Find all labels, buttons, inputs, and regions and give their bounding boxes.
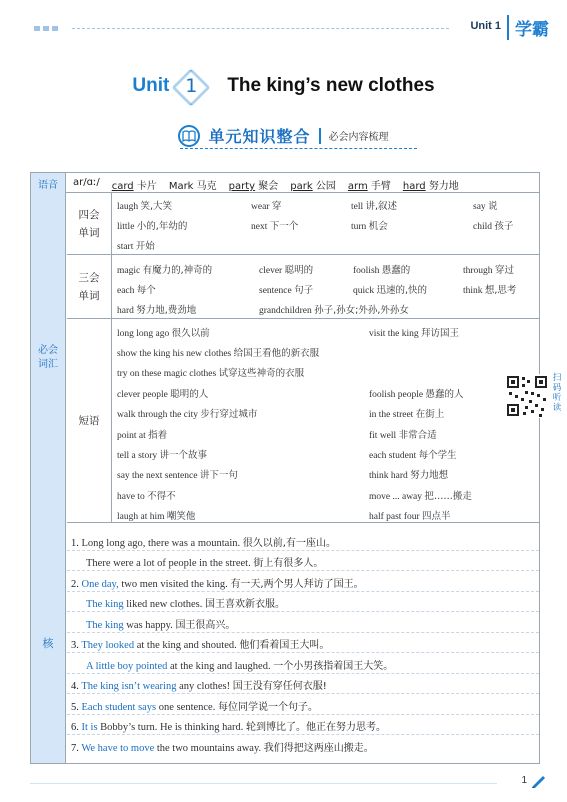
phrase-item: point at 指着 (117, 430, 168, 441)
phonics-content (73, 177, 459, 192)
header-divider (72, 28, 449, 29)
phonics-sound: ar/ɑː/ (73, 177, 100, 188)
word-item: start 开始 (117, 241, 155, 252)
section-divider (319, 128, 321, 144)
phrase-item: move ... away 把……搬走 (369, 491, 472, 502)
unit-word: Unit (132, 75, 170, 96)
phonics-word: card 卡片 (111, 181, 157, 192)
word-item: think 想,思考 (463, 285, 517, 296)
phrase-item: laugh at him 嘲笑他 (117, 511, 196, 522)
sentence-line: The king liked new clothes. 国王喜欢新衣服。 (67, 592, 539, 612)
core-label: 核 (31, 523, 66, 763)
phrase-item: visit the king 拜访国王 (369, 328, 460, 339)
phrase-item: show the king his new clothes 给国王看他的新衣服 (117, 348, 320, 359)
header-unit-label: Unit 1 (470, 20, 501, 32)
unit-title: The king’s new clothes (227, 75, 435, 96)
phrase-item: have to 不得不 (117, 491, 176, 502)
section-underline (180, 148, 417, 149)
phrase-item: long long ago 很久以前 (117, 328, 210, 339)
section-title: 单元知识整合 (208, 127, 311, 146)
word-item: magic 有魔力的,神奇的 (117, 265, 213, 276)
qr-caption: 扫码听读 (552, 373, 562, 413)
word-item: each 每个 (117, 285, 156, 296)
phonics-word: park 公园 (290, 181, 336, 192)
word-item: through 穿过 (463, 265, 514, 276)
phrase-item: walk through the city 步行穿过城市 (117, 409, 258, 420)
sentence-line: The king was happy. 国王很高兴。 (67, 613, 539, 633)
word-item: wear 穿 (251, 201, 282, 212)
sentence-line: There were a lot of people in the street. 街上有很多人。 (67, 551, 539, 571)
phonics-word: Mark 马克 (168, 181, 217, 192)
word-item: sentence 句子 (259, 285, 314, 296)
sentence-line: 1. Long long ago, there was a mountain. 很久以前,有一座山。 (67, 531, 539, 551)
unit-number: 1 (175, 70, 207, 102)
page-title (0, 70, 567, 102)
phrase-item: foolish people 愚蠢的人 (369, 389, 464, 400)
word-item: foolish 愚蠢的 (353, 265, 411, 276)
word-item: child 孩子 (473, 221, 514, 232)
word-item: laugh 笑,大笑 (117, 201, 173, 212)
phrase-item: tell a story 讲一个故事 (117, 450, 207, 461)
sentence-line: 7. We have to move the two mountains away. 我们得把这两座山搬走。 (71, 743, 374, 754)
phonics-row (31, 173, 539, 193)
vocab-label: 必会 词汇 (31, 193, 66, 523)
header-decoration (34, 26, 58, 31)
phrase-item: each student 每个学生 (369, 450, 457, 461)
pencil-icon (531, 774, 547, 788)
header-brand: 学霸 (507, 15, 549, 40)
word-item: little 小的,年幼的 (117, 221, 188, 232)
phrases-label: 短语 (67, 319, 112, 523)
phrase-item: fit well 非常合适 (369, 430, 437, 441)
sentence-line: 3. They looked at the king and shouted. 他们看着国王大叫。 (67, 633, 539, 653)
sentence-line: A little boy pointed at the king and laughed. 一个小男孩指着国王大笑。 (67, 654, 539, 674)
word-item: hard 努力地,费劲地 (117, 305, 197, 316)
book-icon (178, 125, 200, 147)
phrase-item: try on these magic clothes 试穿这些神奇的衣服 (117, 368, 305, 379)
phrase-item: half past four 四点半 (369, 511, 451, 522)
core-sentences (67, 523, 539, 763)
sentence-line: 4. The king isn’t wearing any clothes! 国王没有穿任何衣服! (67, 674, 539, 694)
section-subtitle: 必会内容梳理 (328, 132, 389, 143)
phonics-word: party 聚会 (228, 181, 279, 192)
word-item: say 说 (473, 201, 498, 212)
phrase-item: clever people 聪明的人 (117, 389, 209, 400)
phrase-item: think hard 努力地想 (369, 470, 449, 481)
word-item: next 下一个 (251, 221, 299, 232)
phrase-item: in the street 在街上 (369, 409, 445, 420)
phonics-label: 语音 (31, 173, 66, 193)
phonics-word: arm 手臂 (347, 181, 391, 192)
word-item: quick 迅速的,快的 (353, 285, 428, 296)
word-item: clever 聪明的 (259, 265, 314, 276)
four-skill-label: 四会 单词 (67, 193, 112, 255)
knowledge-table (30, 172, 540, 764)
phonics-word: hard 努力地 (402, 181, 459, 192)
word-item: tell 讲,叙述 (351, 201, 398, 212)
word-item: turn 机会 (351, 221, 388, 232)
phrase-item: say the next sentence 讲下一句 (117, 470, 238, 481)
three-skill-label: 三会 单词 (67, 255, 112, 319)
page-number: 1 (521, 775, 527, 786)
sentence-line: 2. One day, two men visited the king. 有一天,两个男人拜访了国王。 (67, 572, 539, 592)
sentence-line: 6. It is Bobby’s turn. He is thinking hard. 轮到博比了。他正在努力思考。 (67, 715, 539, 735)
qr-code-icon[interactable] (505, 374, 549, 418)
section-heading (0, 124, 567, 147)
word-item: grandchildren 孙子,孙女;外孙,外孙女 (259, 305, 409, 316)
footer-divider (30, 783, 497, 784)
sentence-line: 5. Each student says one sentence. 每位同学说一个句子。 (67, 695, 539, 715)
